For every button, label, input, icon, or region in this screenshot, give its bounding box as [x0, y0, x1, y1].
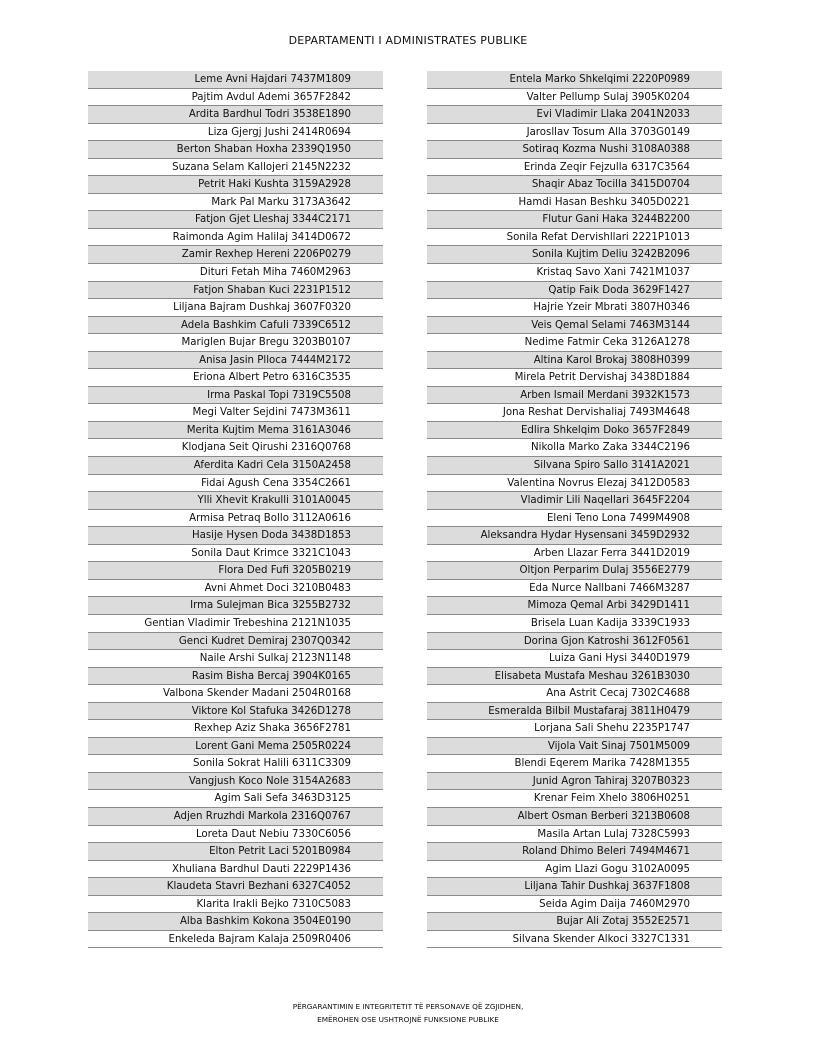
list-item: Flora Ded Fufi 3205B0219	[88, 562, 383, 580]
list-item: Lorent Gani Mema 2505R0224	[88, 738, 383, 756]
page-title: DEPARTAMENTI I ADMINISTRATES PUBLIKE	[288, 34, 528, 47]
list-item: Armisa Petraq Bollo 3112A0616	[88, 510, 383, 528]
list-item: Flutur Gani Haka 3244B2200	[427, 211, 722, 229]
right-name-list	[427, 71, 722, 948]
list-item: Berton Shaban Hoxha 2339Q1950	[88, 141, 383, 159]
list-item: Vangjush Koco Nole 3154A2683	[88, 773, 383, 791]
list-item: Enkeleda Bajram Kalaja 2509R0406	[88, 931, 383, 949]
page-footer	[0, 1000, 816, 1026]
list-item: Entela Marko Shkelqimi 2220P0989	[427, 71, 722, 89]
list-item: Liljana Tahir Dushkaj 3637F1808	[427, 878, 722, 896]
list-item: Fatjon Gjet Lleshaj 3344C2171	[88, 211, 383, 229]
list-item: Aferdita Kadri Cela 3150A2458	[88, 457, 383, 475]
list-item: Luiza Gani Hysi 3440D1979	[427, 650, 722, 668]
list-item: Elton Petrit Laci 5201B0984	[88, 843, 383, 861]
list-item: Ylli Xhevit Krakulli 3101A0045	[88, 492, 383, 510]
list-item: Valentina Novrus Elezaj 3412D0583	[427, 475, 722, 493]
list-item: Rexhep Aziz Shaka 3656F2781	[88, 720, 383, 738]
footer-line-1: PËRGARANTIMIN E INTEGRITETIT TË PERSONAVE QË ZGJIDHEN,	[292, 1002, 524, 1011]
list-item: Veis Qemal Selami 7463M3144	[427, 317, 722, 335]
list-item: Seida Agim Daija 7460M2970	[427, 896, 722, 914]
list-item: Liljana Bajram Dushkaj 3607F0320	[88, 299, 383, 317]
list-item: Mariglen Bujar Bregu 3203B0107	[88, 334, 383, 352]
list-item: Elisabeta Mustafa Meshau 3261B3030	[427, 668, 722, 686]
list-item: Naile Arshi Sulkaj 2123N1148	[88, 650, 383, 668]
list-item: Blendi Eqerem Marika 7428M1355	[427, 755, 722, 773]
list-item: Ardita Bardhul Todri 3538E1890	[88, 106, 383, 124]
list-item: Viktore Kol Stafuka 3426D1278	[88, 703, 383, 721]
list-item: Genci Kudret Demiraj 2307Q0342	[88, 633, 383, 651]
list-item: Xhuliana Bardhul Dauti 2229P1436	[88, 861, 383, 879]
list-item: Agim Llazi Gogu 3102A0095	[427, 861, 722, 879]
list-item: Irma Sulejman Bica 3255B2732	[88, 597, 383, 615]
list-item: Klaudeta Stavri Bezhani 6327C4052	[88, 878, 383, 896]
list-item: Eleni Teno Lona 7499M4908	[427, 510, 722, 528]
list-item: Aleksandra Hydar Hysensani 3459D2932	[427, 527, 722, 545]
list-item: Mark Pal Marku 3173A3642	[88, 194, 383, 212]
list-item: Liza Gjergj Jushi 2414R0694	[88, 124, 383, 142]
list-item: Vijola Vait Sinaj 7501M5009	[427, 738, 722, 756]
list-item: Mimoza Qemal Arbi 3429D1411	[427, 597, 722, 615]
footer-line-2: EMËROHEN OSE USHTROJNË FUNKSIONE PUBLIKE	[317, 1015, 499, 1024]
list-item: Bujar Ali Zotaj 3552E2571	[427, 913, 722, 931]
list-item: Krenar Feim Xhelo 3806H0251	[427, 790, 722, 808]
list-item: Suzana Selam Kallojeri 2145N2232	[88, 159, 383, 177]
list-item: Erinda Zeqir Fejzulla 6317C3564	[427, 159, 722, 177]
list-item: Altina Karol Brokaj 3808H0399	[427, 352, 722, 370]
list-item: Zamir Rexhep Hereni 2206P0279	[88, 246, 383, 264]
list-item: Adela Bashkim Cafuli 7339C6512	[88, 317, 383, 335]
list-item: Klodjana Seit Qirushi 2316Q0768	[88, 439, 383, 457]
list-item: Eda Nurce Nallbani 7466M3287	[427, 580, 722, 598]
list-item: Sotiraq Kozma Nushi 3108A0388	[427, 141, 722, 159]
list-item: Arben Ismail Merdani 3932K1573	[427, 387, 722, 405]
list-item: Jona Reshat Dervishaliaj 7493M4648	[427, 404, 722, 422]
list-item: Nikolla Marko Zaka 3344C2196	[427, 439, 722, 457]
list-item: Loreta Daut Nebiu 7330C6056	[88, 826, 383, 844]
list-item: Oltjon Perparim Dulaj 3556E2779	[427, 562, 722, 580]
list-item: Silvana Spiro Sallo 3141A2021	[427, 457, 722, 475]
list-item: Hamdi Hasan Beshku 3405D0221	[427, 194, 722, 212]
list-item: Dituri Fetah Miha 7460M2963	[88, 264, 383, 282]
list-item: Agim Sali Sefa 3463D3125	[88, 790, 383, 808]
list-item: Roland Dhimo Beleri 7494M4671	[427, 843, 722, 861]
list-item: Silvana Skender Alkoci 3327C1331	[427, 931, 722, 949]
list-item: Fatjon Shaban Kuci 2231P1512	[88, 282, 383, 300]
list-item: Eriona Albert Petro 6316C3535	[88, 369, 383, 387]
list-item: Kristaq Savo Xani 7421M1037	[427, 264, 722, 282]
list-item: Hasije Hysen Doda 3438D1853	[88, 527, 383, 545]
list-item: Hajrie Yzeir Mbrati 3807H0346	[427, 299, 722, 317]
list-item: Merita Kujtim Mema 3161A3046	[88, 422, 383, 440]
list-item: Qatip Faik Doda 3629F1427	[427, 282, 722, 300]
list-item: Jarosllav Tosum Alla 3703G0149	[427, 124, 722, 142]
list-item: Nedime Fatmir Ceka 3126A1278	[427, 334, 722, 352]
list-item: Lorjana Sali Shehu 2235P1747	[427, 720, 722, 738]
list-item: Fidai Agush Cena 3354C2661	[88, 475, 383, 493]
list-item: Sonila Kujtim Deliu 3242B2096	[427, 246, 722, 264]
list-item: Dorina Gjon Katroshi 3612F0561	[427, 633, 722, 651]
list-item: Brisela Luan Kadija 3339C1933	[427, 615, 722, 633]
list-item: Albert Osman Berberi 3213B0608	[427, 808, 722, 826]
list-item: Gentian Vladimir Trebeshina 2121N1035	[88, 615, 383, 633]
list-item: Anisa Jasin Plloca 7444M2172	[88, 352, 383, 370]
list-item: Ana Astrit Cecaj 7302C4688	[427, 685, 722, 703]
list-item: Raimonda Agim Halilaj 3414D0672	[88, 229, 383, 247]
list-item: Megi Valter Sejdini 7473M3611	[88, 404, 383, 422]
list-item: Arben Llazar Ferra 3441D2019	[427, 545, 722, 563]
list-item: Evi Vladimir Llaka 2041N2033	[427, 106, 722, 124]
list-item: Junid Agron Tahiraj 3207B0323	[427, 773, 722, 791]
list-item: Adjen Rruzhdi Markola 2316Q0767	[88, 808, 383, 826]
list-item: Masila Artan Lulaj 7328C5993	[427, 826, 722, 844]
list-item: Esmeralda Bilbil Mustafaraj 3811H0479	[427, 703, 722, 721]
list-item: Sonila Daut Krimce 3321C1043	[88, 545, 383, 563]
left-name-list	[88, 71, 383, 948]
list-item: Valbona Skender Madani 2504R0168	[88, 685, 383, 703]
list-item: Pajtim Avdul Ademi 3657F2842	[88, 89, 383, 107]
list-item: Petrit Haki Kushta 3159A2928	[88, 176, 383, 194]
list-item: Mirela Petrit Dervishaj 3438D1884	[427, 369, 722, 387]
list-item: Edlira Shkelqim Doko 3657F2849	[427, 422, 722, 440]
list-item: Irma Paskal Topi 7319C5508	[88, 387, 383, 405]
list-item: Rasim Bisha Bercaj 3904K0165	[88, 668, 383, 686]
list-item: Alba Bashkim Kokona 3504E0190	[88, 913, 383, 931]
list-item: Sonila Sokrat Halili 6311C3309	[88, 755, 383, 773]
list-item: Sonila Refat Dervishllari 2221P1013	[427, 229, 722, 247]
list-item: Valter Pellump Sulaj 3905K0204	[427, 89, 722, 107]
list-item: Leme Avni Hajdari 7437M1809	[88, 71, 383, 89]
list-item: Vladimir Lili Naqellari 3645F2204	[427, 492, 722, 510]
list-item: Klarita Irakli Bejko 7310C5083	[88, 896, 383, 914]
list-item: Shaqir Abaz Tocilla 3415D0704	[427, 176, 722, 194]
list-item: Avni Ahmet Doci 3210B0483	[88, 580, 383, 598]
